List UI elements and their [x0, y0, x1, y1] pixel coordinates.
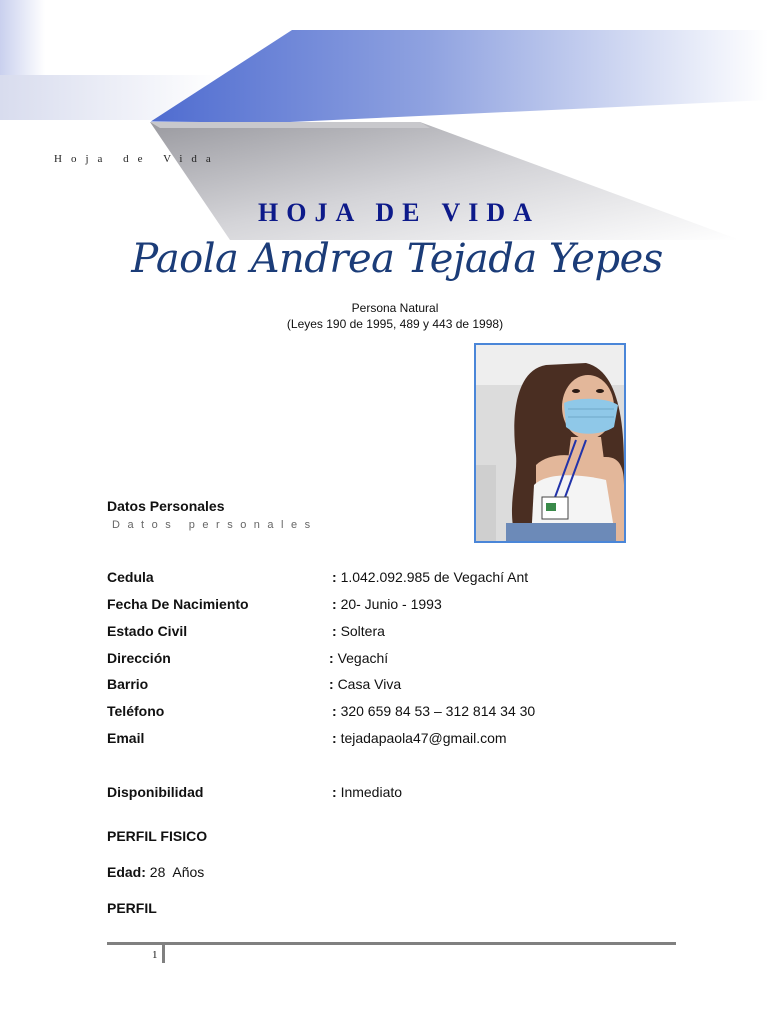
field-label: Disponibilidad: [107, 784, 204, 800]
perfil-fisico-heading: PERFIL FISICO: [107, 828, 208, 844]
page-number-divider: [162, 945, 165, 963]
person-name: Paola Andrea Tejada Yepes: [131, 236, 663, 282]
page-number: 1: [152, 949, 158, 961]
edad-value: 28 Años: [149, 864, 205, 880]
field-value: : Inmediato: [332, 784, 403, 800]
field-value: : Soltera: [332, 623, 385, 639]
subtitle-line-2: (Leyes 190 de 1995, 489 y 443 de 1998): [286, 317, 504, 331]
perfil-heading: PERFIL: [107, 900, 157, 916]
field-value: : tejadapaola47@gmail.com: [332, 730, 507, 746]
field-value: : 20- Junio - 1993: [332, 596, 442, 612]
field-value: : 1.042.092.985 de Vegachí Ant: [332, 569, 529, 585]
field-label: Cedula: [107, 569, 154, 585]
field-label: Fecha De Nacimiento: [107, 596, 249, 612]
field-value: : Casa Viva: [329, 676, 402, 692]
field-value: : Vegachí: [329, 650, 389, 666]
field-label: Dirección: [107, 650, 171, 666]
field-label: Barrio: [107, 676, 149, 692]
field-label: Email: [107, 730, 145, 746]
subtitle: [0, 300, 768, 332]
header-small-text: Hoja de Vida: [54, 153, 220, 165]
section-title: Datos Personales: [107, 498, 225, 514]
subtitle-line-1: Persona Natural: [351, 301, 439, 315]
section-subtitle: Datos personales: [112, 519, 318, 531]
profile-photo: [474, 343, 626, 543]
field-label: Estado Civil: [107, 623, 188, 639]
footer-divider: [107, 942, 676, 945]
edad-row: [107, 864, 204, 880]
field-label: Teléfono: [107, 703, 165, 719]
document-title: HOJA DE VIDA: [258, 198, 540, 227]
edad-label: Edad:: [107, 864, 146, 880]
field-value: : 320 659 84 53 – 312 814 34 30: [332, 703, 536, 719]
